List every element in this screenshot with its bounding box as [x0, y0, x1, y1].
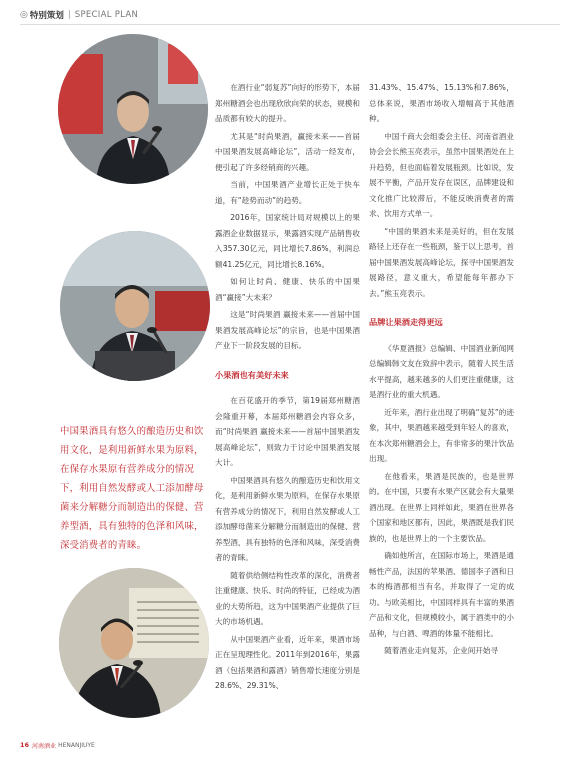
paragraph: 这是“时尚果酒 赢接未来——首届中国果酒发展高峰论坛”的宗旨，也是中国果酒产业下一阶段发展的目标。 [215, 310, 360, 350]
speaker-photo-2-illustration [60, 231, 210, 381]
speaker-photo-2 [60, 231, 210, 381]
section-subtitle: SPECIAL PLAN [74, 10, 139, 20]
article-column-2 [369, 80, 514, 661]
paragraph: 随着酒业走向复苏，企业间开始寻 [384, 646, 499, 655]
section-heading: 品牌让果酒走得更远 [369, 317, 443, 327]
speaker-photo-3-illustration [59, 568, 209, 718]
paragraph: 在酒行业“弱复苏”向好的形势下，本届郑州糖酒会也出现欣欣向荣的状态，规模和品质都有较大的提升。 [215, 83, 360, 123]
paragraph: 近年来，酒行业出现了明确“复苏”的迹象，其中，果酒越来越受到年轻人的喜欢，在本次郑州糖酒会上，有非常多的果汁饮品出现。 [369, 407, 514, 463]
paragraph: 随着供给侧结构性改革的深化，消费者注重健康、快乐、时尚的特征，已经成为酒业的大势所趋，这为中国果酒产业提供了巨大的市场机遇。 [215, 570, 360, 626]
page-footer [20, 740, 95, 750]
speaker-photo-3 [59, 568, 209, 718]
paragraph: 31.43%、15.47%、15.13%和7.86%，总体来说，果酒市场收入增幅高于其他酒种。 [369, 83, 514, 123]
magazine-brand: 河南酒业 [32, 742, 57, 750]
page-number: 16 [20, 741, 30, 749]
paragraph: 中国千商大会组委会主任、河南省酒业协会会长熊玉亮表示，虽然中国果酒处在上升趋势，但也面临着发展瓶颈。比如说，发展不平衡，产品开发存在误区，品牌建设和文化推广比较滞后，不能反映消费者的需求、饮用方式单一。 [369, 131, 514, 218]
article-column-1 [215, 80, 360, 696]
pull-quote: 中国果酒具有悠久的酿造历史和饮用文化，是利用新鲜水果为原料，在保存水果原有营养成分的情况下，利用自然发酵或人工添加酵母菌来分解糖分而制造出的保健、营养型酒，具有独特的色泽和风味，深受消费者的青睐。 [60, 426, 204, 551]
paragraph: 在他看来，果酒是民族的，也是世界的。在中国，只要有水果产区就会有大量果酒出现。在世界上同样如此，果酒在世界各个国家和地区都有，因此，果酒既是我们民族的，也是世界上的一个主要饮品。 [369, 471, 514, 543]
speaker-photo-1-illustration [58, 34, 208, 184]
paragraph: 确如他所言，在国际市场上，果酒是通畅性产品，法国的苹果酒、德国李子酒和日本的梅酒都相当有名，并取得了一定的成功。与欧美相比，中国同样具有丰富的果酒产品和文化，但规模较小，属于酒类中的小品种，与白酒、啤酒的体量不能相比。 [369, 551, 514, 638]
section-title: 特别策划 [29, 11, 64, 21]
header-separator: | [67, 10, 71, 20]
paragraph: 在百花盛开的季节，第19届郑州糖酒会隆重开幕，本届郑州糖酒会内容众多，而“时尚果酒 赢接未来——首届中国果酒发展高峰论坛”，则致力于讨论中国果酒发展大计。 [215, 396, 360, 467]
paragraph: 从中国果酒产业看，近年来，果酒市场正在呈现理性化。2011年到2016年，果露酒（包括果酒和露酒）销售增长速度分别是28.6%、29.31%、 [215, 634, 360, 690]
page-header [20, 8, 560, 22]
paragraph: 中国果酒具有悠久的酿造历史和饮用文化，是利用新鲜水果为原料，在保存水果原有营养成分的情况下，利用自然发酵或人工添加酵母菌来分解糖分而制造出的保健、营养型酒，具有独特的色泽和风味，深受消费者的青睐。 [215, 475, 360, 562]
paragraph: 2016年，国家统计局对规模以上的果露酒企业数据显示，果露酒实现产品销售收入357.30亿元，同比增长7.86%，利润总额41.25亿元，同比增长8.16%。 [215, 213, 360, 269]
paragraph: 尤其是“时尚果酒，赢接未来——首届中国果酒发展高峰论坛”，活动一经发布，便引起了许多经销商的兴趣。 [215, 131, 360, 172]
magazine-code: HENANJIUYE [58, 741, 95, 749]
section-mark-icon: ◎ [20, 10, 28, 20]
paragraph: 当前，中国果酒产业增长正处于快车道，有“趁势而动”的趋势。 [215, 180, 360, 205]
paragraph: 如何让时尚、健康、快乐的中国果酒“赢接”大未来？ [215, 277, 360, 302]
speaker-photo-1 [58, 34, 208, 184]
paragraph: 《华夏酒报》总编辑、中国酒业新闻网总编辑韩文友在致辞中表示，随着人民生活水平提高，越来越多的人们更注重健康，这是酒行业的重大机遇。 [369, 343, 514, 399]
section-heading: 小果酒也有美好未来 [215, 369, 289, 380]
paragraph: “中国的果酒未来是美好的，但在发展路径上还存在一些瓶颈，鉴于以上思考，首届中国果酒发展高峰论坛，探寻中国果酒发展路径，意义重大，希望能每年都办下去。”熊玉亮表示。 [369, 226, 514, 298]
header-divider [20, 24, 560, 25]
